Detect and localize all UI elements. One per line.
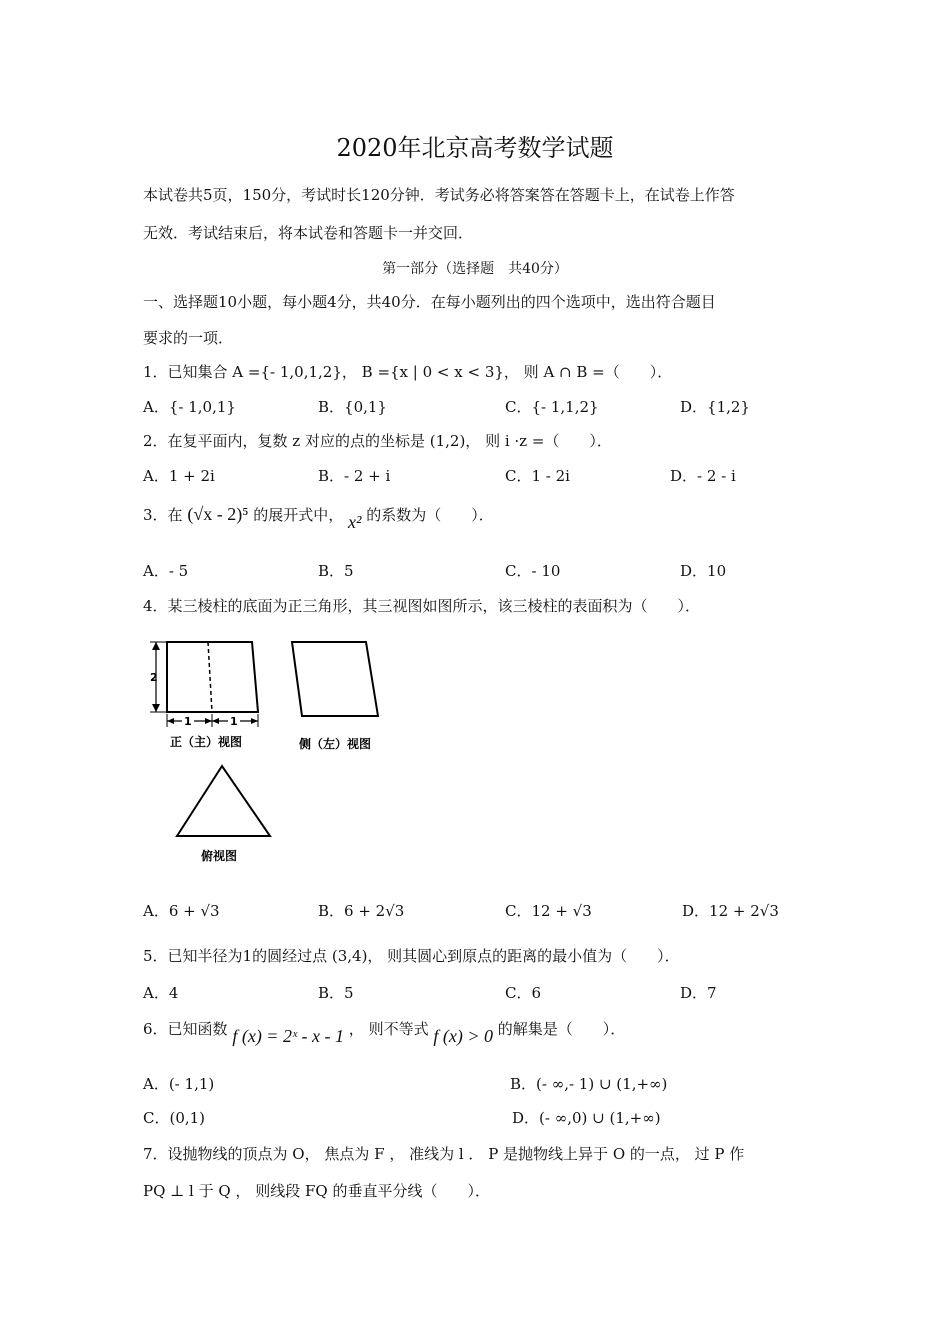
q1-option-c: C．{- 1,1,2} [505, 398, 599, 416]
q1-option-a: A．{- 1,0,1} [143, 398, 236, 416]
question-1-stem: 1．已知集合 A ={- 1,0,1,2}， B ={x | 0 < x < 3}， 则 A ∩ B =（ ）． [143, 363, 673, 381]
intro-line-2: 无效．考试结束后，将本试卷和答题卡一并交回． [143, 224, 474, 242]
q6-option-c: C．(0,1) [143, 1109, 206, 1127]
q3-expression: (√x - 2)⁵ [187, 504, 249, 524]
section-line-2: 要求的一项． [143, 329, 234, 347]
part-heading: 第一部分（选择题 共40分） [382, 261, 568, 277]
q2-option-d: D．- 2 - i [670, 467, 736, 485]
question-7-line-1: 7．设抛物线的顶点为 O， 焦点为 F ， 准线为 l ． P 是抛物线上异于 O 的一点， 过 P 作 [143, 1145, 745, 1163]
q2-option-a: A．1 + 2i [143, 467, 215, 485]
question-6-stem [143, 1018, 626, 1046]
q5-option-a: A．4 [143, 984, 179, 1002]
question-3-stem [143, 504, 494, 532]
q3-variable: x² [348, 512, 362, 532]
q6-option-b: B．(- ∞,- 1) ∪ (1,+∞) [510, 1075, 668, 1093]
q3-suffix: 的系数为（ ）． [366, 506, 494, 524]
q3-option-b: B．5 [318, 562, 354, 580]
top-view [177, 766, 270, 863]
q4-option-c: C．12 + √3 [505, 902, 592, 920]
q4-option-d: D．12 + 2√3 [682, 902, 779, 920]
top-view-label: 俯视图 [201, 849, 238, 863]
q4-option-b: B．6 + 2√3 [318, 902, 405, 920]
intro-line-1: 本试卷共5页，150分，考试时长120分钟．考试务必将答案答在答题卡上，在试卷上作答 [143, 186, 735, 204]
q3-mid: 的展开式中， [253, 506, 344, 524]
q6-prefix: 6．已知函数 [143, 1020, 228, 1038]
q1-option-d: D．{1,2} [680, 398, 750, 416]
q3-option-d: D．10 [680, 562, 727, 580]
q6-option-d: D．(- ∞,0) ∪ (1,+∞) [512, 1109, 661, 1127]
q3-option-a: A．- 5 [143, 562, 189, 580]
width-label-right: 1 [230, 715, 238, 728]
q6-inequality: f (x) > 0 [433, 1026, 493, 1046]
q6-function: f (x) = 2ˣ - x - 1 [232, 1026, 345, 1046]
q5-option-d: D．7 [680, 984, 717, 1002]
width-label-left: 1 [184, 715, 192, 728]
section-line-1: 一、选择题10小题，每小题4分，共40分．在每小题列出的四个选项中，选出符合题目 [143, 293, 716, 311]
front-view [150, 642, 258, 749]
question-7-line-2: PQ ⊥ l 于 Q ， 则线段 FQ 的垂直平分线（ ）． [143, 1182, 490, 1200]
height-label: 2 [150, 671, 158, 684]
q2-option-c: C．1 - 2i [505, 467, 570, 485]
q3-option-c: C．- 10 [505, 562, 561, 580]
q3-prefix: 3．在 [143, 506, 183, 524]
side-view-label: 侧（左）视图 [299, 737, 372, 751]
question-5-stem: 5．已知半径为1的圆经过点 (3,4)， 则其圆心到原点的距离的最小值为（ ）． [143, 947, 680, 965]
q6-mid: ， 则不等式 [348, 1020, 429, 1038]
question-2-stem: 2．在复平面内，复数 z 对应的点的坐标是 (1,2)， 则 i ·z =（ ）． [143, 432, 612, 450]
q5-option-b: B．5 [318, 984, 354, 1002]
page-title: 2020年北京高考数学试题 [336, 134, 614, 162]
question-4-stem: 4．某三棱柱的底面为正三角形，其三视图如图所示，该三棱柱的表面积为（ ）． [143, 597, 701, 615]
q6-suffix: 的解集是（ ）． [497, 1020, 626, 1038]
q2-option-b: B．- 2 + i [318, 467, 391, 485]
front-view-label: 正（主）视图 [170, 735, 243, 749]
side-view [292, 642, 378, 751]
q5-option-c: C．6 [505, 984, 542, 1002]
q6-option-a: A．(- 1,1) [143, 1075, 215, 1093]
three-view-figure [140, 630, 410, 870]
q4-option-a: A．6 + √3 [143, 902, 220, 920]
q1-option-b: B．{0,1} [318, 398, 387, 416]
